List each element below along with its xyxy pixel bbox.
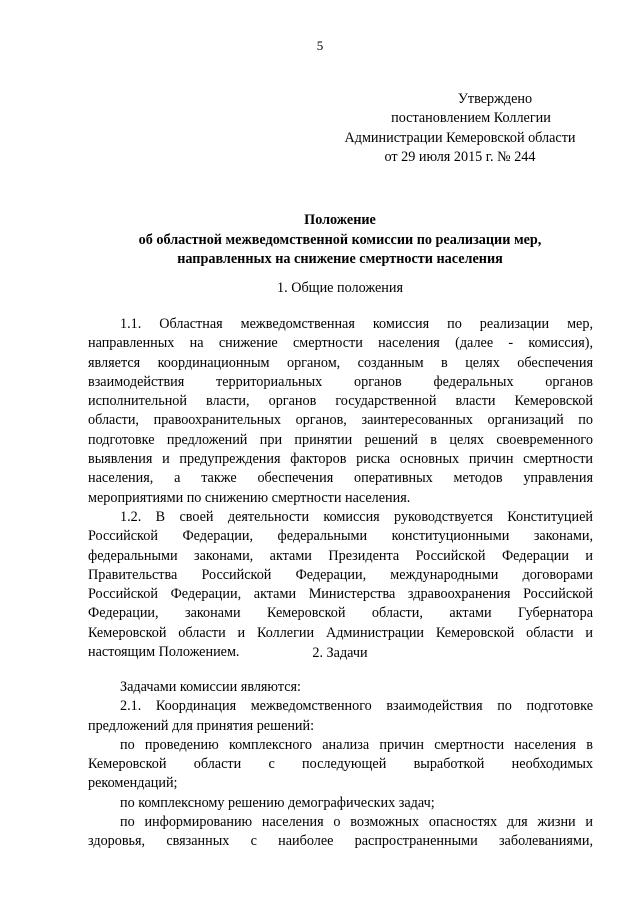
text-line: Правительства Российской Федерации, международными договорами: [88, 566, 593, 583]
text-line: предложений для принятия решений:: [88, 717, 315, 734]
text-line: взаимодействия территориальных органов федеральных органов: [88, 373, 593, 390]
text-line: является координационным органом, созданным в целях обеспечения: [88, 354, 593, 371]
text-line: выявления и предупреждения факторов риска основных причин смертности: [88, 451, 593, 468]
text-line: Федерации, законами Кемеровской области, актами Губернатора: [88, 605, 593, 622]
text-line: по проведению комплексного анализа причин смертности населения в: [120, 736, 593, 753]
title-line: об областной межведомственной комиссии по реализации мер,: [138, 231, 542, 248]
text-line: 1.1. Областная межведомственная комиссия по реализации мер,: [120, 316, 593, 332]
text-line: 1.2. В своей деятельности комиссия руководствуется Конституцией: [120, 508, 593, 525]
text-line: по информированию населения о возможных опасностях для жизни и: [120, 814, 593, 831]
text-line: подготовке предложений при принятии решений в целях своевременного: [88, 431, 593, 448]
text-line: настоящим Положением.: [88, 644, 240, 661]
page-number: 5: [316, 38, 324, 53]
approval-line: от 29 июля 2015 г. № 244: [384, 149, 536, 166]
text-line: населения, а также обеспечения оперативных методов управления: [88, 470, 593, 487]
approval-block: [320, 90, 600, 168]
text-line: области, правоохранительных органов, заинтересованных организаций по: [88, 412, 593, 429]
title-line: направленных на снижение смертности населения: [177, 251, 503, 267]
section-heading-tasks: 2. Задачи: [312, 645, 368, 661]
text-line: Российской Федерации, федеральными конституционными законами,: [88, 528, 593, 545]
approval-line: постановлением Коллегии: [391, 110, 551, 127]
text-line: здоровья, связанных с наиболее распространенными заболеваниями,: [88, 833, 593, 850]
text-line: исполнительной власти, органов государственной власти Кемеровской: [88, 393, 593, 410]
text-line: 2.1. Координация межведомственного взаимодействия по подготовке: [120, 698, 593, 715]
text-line: направленных на снижение смертности населения (далее - комиссия),: [88, 335, 593, 352]
text-line: мероприятиями по снижению смертности населения.: [88, 489, 411, 506]
text-line: Кемеровской области и Коллегии Администрации Кемеровской области и: [88, 624, 593, 641]
paragraph-1-1: [88, 315, 593, 662]
document-title: [90, 211, 590, 270]
section-heading-general: 1. Общие положения: [277, 280, 403, 296]
title-line: Положение: [304, 212, 376, 228]
text-line: по комплексному решению демографических задач;: [120, 794, 435, 811]
text-line: Кемеровской области с последующей выработкой необходимых: [88, 756, 593, 773]
text-line: федеральными законами, актами Президента Российской Федерации и: [88, 547, 593, 564]
approval-line: Утверждено: [457, 91, 533, 107]
text-line: Российской Федерации, актами Министерства здравоохранения Российской: [88, 586, 593, 603]
text-line: рекомендаций;: [88, 775, 178, 792]
approval-line: Администрации Кемеровской области: [344, 129, 576, 146]
section-2-body: [88, 678, 593, 852]
text-line: Задачами комиссии являются:: [120, 679, 301, 695]
